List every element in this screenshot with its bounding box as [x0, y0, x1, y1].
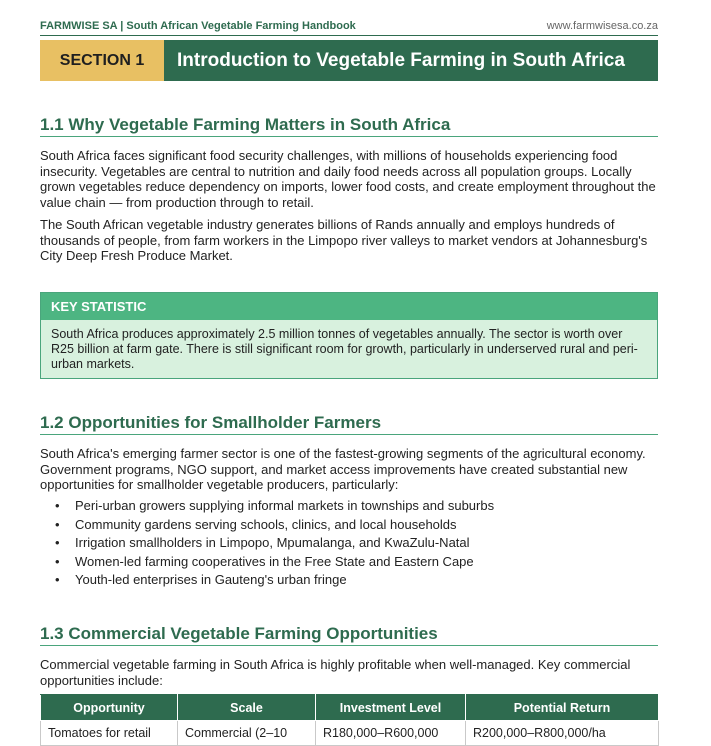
table-row: [41, 721, 659, 746]
table-cell: R180,000–R600,000: [316, 721, 466, 746]
section-title: Introduction to Vegetable Farming in South Africa: [164, 40, 658, 81]
list-item: [40, 497, 658, 516]
column-header: Potential Return: [466, 695, 659, 721]
header-website: www.farmwisesa.co.za: [546, 20, 658, 32]
opportunities-table: [40, 694, 659, 746]
column-header: Investment Level: [316, 695, 466, 721]
paragraph-1-1-a: South Africa faces significant food security challenges, with millions of households experiencing food insecurity. Vegetables are central to nutrition and daily food needs across all population groups. Locally grown vegetables reduce dependency on imports, lower food costs, and create employment throughout the value chain — from production through to retail.: [40, 148, 656, 210]
bullet-icon: •: [55, 572, 60, 587]
heading-1-2: 1.2 Opportunities for Smallholder Farmers: [40, 413, 658, 435]
paragraph-1-1-b: The South African vegetable industry generates billions of Rands annually and employs hundreds of thousands of people, from farm workers in the Limpopo river valleys to market vendors at Johannesburg's City Deep Fresh Produce Market.: [40, 217, 648, 264]
key-statistic-label: KEY STATISTIC: [41, 293, 657, 320]
column-header: Scale: [178, 695, 316, 721]
list-item: [40, 534, 658, 553]
bullet-icon: •: [55, 498, 60, 513]
section-banner: [40, 40, 658, 81]
table-header-row: [41, 695, 659, 721]
list-item-text: Community gardens serving schools, clinics, and local households: [75, 516, 457, 532]
bullet-icon: •: [55, 516, 60, 532]
paragraph-1-2: South Africa's emerging farmer sector is one of the fastest-growing segments of the agricultural economy. Government programs, NGO support, and market access improvements have created substantial new opportunities for smallholder vegetable producers, particularly:: [40, 446, 646, 493]
heading-1-1: 1.1 Why Vegetable Farming Matters in South Africa: [40, 115, 658, 137]
list-item-text: Youth-led enterprises in Gauteng's urban fringe: [75, 572, 347, 587]
list-item-text: Peri-urban growers supplying informal markets in townships and suburbs: [75, 498, 495, 513]
bullet-icon: •: [55, 553, 60, 569]
table-cell: R200,000–R800,000/ha: [466, 721, 659, 746]
bullet-icon: •: [55, 535, 60, 550]
section-number: SECTION 1: [40, 40, 164, 81]
list-item: [40, 553, 658, 572]
list-item-text: Irrigation smallholders in Limpopo, Mpumalanga, and KwaZulu-Natal: [75, 535, 470, 550]
table-cell: Tomatoes for retail: [41, 721, 178, 746]
list-item: [40, 516, 658, 535]
header-publication: FARMWISE SA | South African Vegetable Farming Handbook: [40, 20, 356, 32]
heading-1-3: 1.3 Commercial Vegetable Farming Opportunities: [40, 624, 658, 646]
key-statistic-text: South Africa produces approximately 2.5 million tonnes of vegetables annually. The sector is worth over R25 billion at farm gate. There is still significant room for growth, particularly in underserved rural and peri-urban markets.: [41, 320, 657, 378]
opportunity-list: [40, 497, 658, 590]
list-item: [40, 571, 658, 590]
paragraph-1-3: Commercial vegetable farming in South Africa is highly profitable when well-managed. Key commercial opportunities include:: [40, 657, 631, 688]
running-header: [40, 19, 658, 36]
key-statistic-callout: [40, 292, 658, 379]
table-cell: Commercial (2–10: [178, 721, 316, 746]
list-item-text: Women-led farming cooperatives in the Free State and Eastern Cape: [75, 553, 474, 569]
column-header: Opportunity: [41, 695, 178, 721]
